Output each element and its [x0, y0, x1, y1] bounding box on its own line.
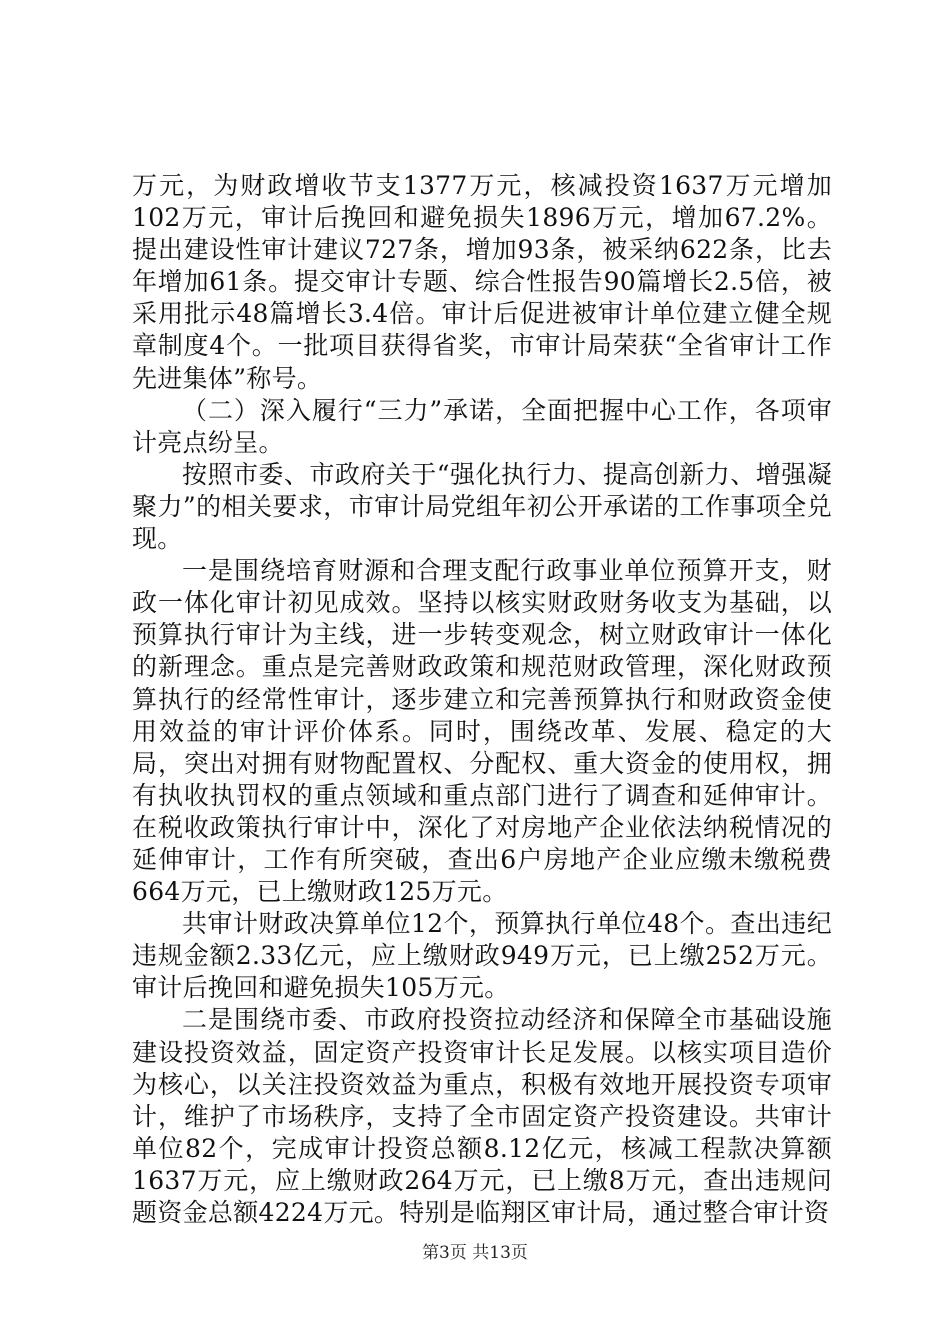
paragraph-3: 按照市委、市政府关于“强化执行力、提高创新力、增强凝聚力”的相关要求，市审计局党组年初公开承诺的工作事项全兑现。	[132, 459, 832, 554]
page-footer	[0, 1243, 950, 1263]
paragraph-4: 一是围绕培育财源和合理支配行政事业单位预算开支，财政一体化审计初见成效。坚持以核实财政财务收支为基础，以预算执行审计为主线，进一步转变观念，树立财政审计一体化的新理念。重点是完善财政政策和规范财政管理，深化财政预算执行的经常性审计，逐步建立和完善预算执行和财政资金使用效益的审计评价体系。同时，围绕改革、发展、稳定的大局，突出对拥有财物配置权、分配权、重大资金的使用权，拥有执收执罚权的重点领域和重点部门进行了调查和延伸审计。在税收政策执行审计中，深化了对房地产企业依法纳税情况的延伸审计，工作有所突破，查出6户房地产企业应缴未缴税费664万元，已上缴财政125万元。	[132, 556, 832, 907]
paragraph-5: 共审计财政决算单位12个，预算执行单位48个。查出违纪违规金额2.33亿元，应上缴财政949万元，已上缴252万元。审计后挽回和避免损失105万元。	[132, 909, 832, 1003]
paragraph-6: 二是围绕市委、市政府投资拉动经济和保障全市基础设施建设投资效益，固定资产投资审计长足发展。以核实项目造价为核心，以关注投资效益为重点，积极有效地开展投资专项审计，维护了市场秩序，支持了全市固定资产投资建设。共审计单位82个，完成审计投资总额8.12亿元，核减工程款决算额1637万元，应上缴财政264万元，已上缴8万元，查出违规问题资金总额4224万元。特别是临翔区审计局，通过整合审计资	[132, 1005, 832, 1227]
document-body	[132, 170, 832, 1229]
paragraph-2-section-heading: （二）深入履行“三力”承诺，全面把握中心工作，各项审计亮点纷呈。	[132, 395, 832, 457]
page-number-label: 第3页 共13页	[422, 1243, 528, 1263]
paragraph-1: 万元，为财政增收节支1377万元，核减投资1637万元增加102万元，审计后挽回和避免损失1896万元，增加67.2%。提出建设性审计建议727条，增加93条，被采纳622条，比去年增加61条。提交审计专题、综合性报告90篇增长2.5倍，被采用批示48篇增长3.4倍。审计后促进被审计单位建立健全规章制度4个。一批项目获得省奖，市审计局荣获“全省审计工作先进集体”称号。	[132, 171, 832, 393]
